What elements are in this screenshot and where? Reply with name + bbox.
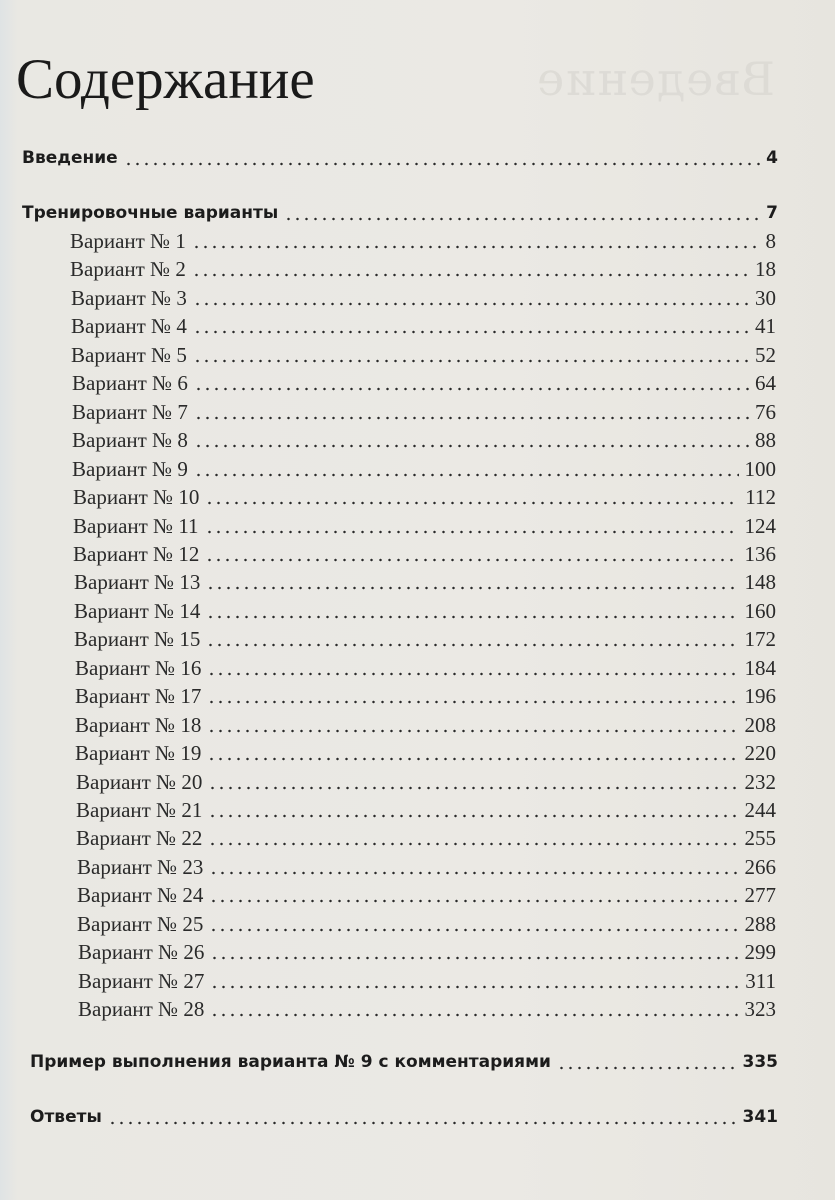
toc-entry-variant xyxy=(76,796,776,824)
toc-entry-page: 288 xyxy=(744,912,776,936)
leader-dots xyxy=(205,545,738,563)
leader-dots xyxy=(207,687,738,705)
toc-entry-label: Вариант № 11 xyxy=(73,514,199,538)
toc-entry-variant xyxy=(75,739,776,767)
toc-entry-page: 160 xyxy=(744,599,776,623)
toc-entry-label: Вариант № 21 xyxy=(76,798,203,822)
toc-entry-label: Вариант № 3 xyxy=(71,286,187,310)
toc-entry-variant xyxy=(74,568,776,596)
toc-entry-label: Вариант № 24 xyxy=(77,883,204,907)
toc-entry-label: Вариант № 22 xyxy=(76,826,203,850)
toc-entry-label: Вариант № 15 xyxy=(74,627,201,651)
leader-dots xyxy=(205,517,739,535)
leader-dots xyxy=(209,915,738,933)
toc-entry-variant xyxy=(73,540,776,568)
leader-dots xyxy=(208,801,738,819)
toc-entry-page: 244 xyxy=(744,798,776,822)
toc-entry-variant xyxy=(77,910,776,938)
toc-entry-variant xyxy=(77,853,776,881)
leader-dots xyxy=(193,317,749,335)
leader-dots xyxy=(206,630,738,648)
toc-entry-page: 112 xyxy=(745,485,776,509)
toc-entry-page: 124 xyxy=(744,514,776,538)
toc-entry-variant xyxy=(70,255,776,283)
toc-entry-page: 311 xyxy=(745,969,776,993)
toc-entry-page: 18 xyxy=(755,257,776,281)
toc-entry-intro xyxy=(22,144,778,172)
toc-entry-page: 41 xyxy=(755,314,776,338)
toc-entry-page: 335 xyxy=(742,1052,778,1072)
toc-entry-label: Вариант № 2 xyxy=(70,257,186,281)
toc-entry-variant xyxy=(78,995,776,1023)
leader-dots xyxy=(192,260,749,278)
leader-dots xyxy=(207,744,738,762)
toc-entry-page: 7 xyxy=(766,203,778,223)
toc-entry-variant xyxy=(73,483,776,511)
toc-entry-label: Вариант № 27 xyxy=(78,969,205,993)
toc-entry-label: Вариант № 12 xyxy=(73,542,200,566)
toc-entry-variant xyxy=(74,597,776,625)
toc-entry-label: Вариант № 23 xyxy=(77,855,204,879)
leader-dots xyxy=(206,573,738,591)
toc-entry-variant xyxy=(74,625,776,653)
toc-entry-answers xyxy=(30,1103,778,1131)
leader-dots xyxy=(209,886,738,904)
leader-dots xyxy=(206,602,738,620)
toc-entry-label: Вариант № 18 xyxy=(75,713,202,737)
toc-entry-page: 341 xyxy=(742,1107,778,1127)
leader-dots xyxy=(194,403,749,421)
toc-entry-label: Вариант № 17 xyxy=(75,684,202,708)
toc-entry-label: Вариант № 20 xyxy=(76,770,203,794)
toc-entry-page: 184 xyxy=(744,656,776,680)
leader-dots xyxy=(193,289,749,307)
leader-dots xyxy=(284,204,760,222)
toc-entry-label: Тренировочные варианты xyxy=(22,203,279,223)
toc-entry-page: 136 xyxy=(744,542,776,566)
leader-dots xyxy=(192,232,760,250)
leader-dots xyxy=(207,659,738,677)
toc-entry-page: 196 xyxy=(744,684,776,708)
leader-dots xyxy=(208,773,738,791)
toc-entry-variant xyxy=(76,824,776,852)
toc-entry-variant xyxy=(77,881,776,909)
leader-dots xyxy=(108,1108,737,1126)
toc-entry-label: Пример выполнения варианта № 9 с комментариями xyxy=(30,1052,551,1072)
toc-entry-page: 76 xyxy=(755,400,776,424)
toc-entry-label: Вариант № 9 xyxy=(72,457,188,481)
toc-entry-variant xyxy=(78,938,776,966)
toc-entry-page: 232 xyxy=(744,770,776,794)
toc-entry-variant xyxy=(72,398,776,426)
toc-entry-page: 277 xyxy=(744,883,776,907)
toc-entry-variant xyxy=(72,455,776,483)
toc-entry-page: 266 xyxy=(744,855,776,879)
toc-entry-page: 255 xyxy=(744,826,776,850)
leader-dots xyxy=(557,1053,737,1071)
leader-dots xyxy=(194,374,749,392)
toc-entry-page: 299 xyxy=(744,940,776,964)
toc-entry-page: 4 xyxy=(766,148,778,168)
toc-entry-variant xyxy=(75,682,776,710)
toc-entry-variant xyxy=(71,341,776,369)
toc-entry-variant xyxy=(76,768,776,796)
toc-entry-label: Вариант № 25 xyxy=(77,912,204,936)
leader-dots xyxy=(207,716,738,734)
leader-dots xyxy=(210,943,738,961)
toc-entry-page: 52 xyxy=(755,343,776,367)
leader-dots xyxy=(210,1000,738,1018)
toc-entry-label: Вариант № 4 xyxy=(71,314,187,338)
bleed-through-text: Введение xyxy=(535,52,775,106)
toc-entry-variant xyxy=(71,312,776,340)
toc-entry-variant xyxy=(75,654,776,682)
leader-dots xyxy=(209,858,738,876)
toc-entry-label: Вариант № 26 xyxy=(78,940,205,964)
toc-entry-label: Вариант № 19 xyxy=(75,741,202,765)
toc-entry-label: Вариант № 5 xyxy=(71,343,187,367)
toc-entry-variant xyxy=(73,512,776,540)
leader-dots xyxy=(194,431,749,449)
toc-entry-variant xyxy=(72,426,776,454)
leader-dots xyxy=(208,829,738,847)
toc-entry-variant xyxy=(72,369,776,397)
toc-entry-label: Вариант № 16 xyxy=(75,656,202,680)
toc-entry-page: 220 xyxy=(744,741,776,765)
toc-entry-page: 208 xyxy=(744,713,776,737)
toc-entry-page: 148 xyxy=(744,570,776,594)
toc-entry-page: 8 xyxy=(765,229,776,253)
toc-entry-example xyxy=(30,1048,778,1076)
leader-dots xyxy=(205,488,739,506)
toc-entry-variant xyxy=(70,227,776,255)
toc-entry-page: 88 xyxy=(755,428,776,452)
leader-dots xyxy=(124,149,760,167)
toc-entry-page: 100 xyxy=(744,457,776,481)
toc-entry-label: Ответы xyxy=(30,1107,102,1127)
toc-entry-label: Вариант № 6 xyxy=(72,371,188,395)
toc-entry-label: Вариант № 14 xyxy=(74,599,201,623)
leader-dots xyxy=(210,972,739,990)
page-title: Содержание xyxy=(16,48,315,111)
toc-entry-variant xyxy=(78,967,776,995)
toc-entry-training xyxy=(22,199,778,227)
toc-entry-label: Вариант № 28 xyxy=(78,997,205,1021)
toc-entry-label: Вариант № 7 xyxy=(72,400,188,424)
toc-entry-label: Вариант № 13 xyxy=(74,570,201,594)
toc-entry-label: Вариант № 10 xyxy=(73,485,200,509)
toc-entry-variant xyxy=(71,284,776,312)
toc-entry-page: 64 xyxy=(755,371,776,395)
toc-entry-page: 172 xyxy=(744,627,776,651)
leader-dots xyxy=(194,460,739,478)
toc-entry-label: Вариант № 1 xyxy=(70,229,186,253)
toc-entry-label: Вариант № 8 xyxy=(72,428,188,452)
toc-entry-variant xyxy=(75,711,776,739)
toc-entry-page: 30 xyxy=(755,286,776,310)
leader-dots xyxy=(193,346,749,364)
toc-entry-label: Введение xyxy=(22,148,118,168)
toc-entry-page: 323 xyxy=(744,997,776,1021)
